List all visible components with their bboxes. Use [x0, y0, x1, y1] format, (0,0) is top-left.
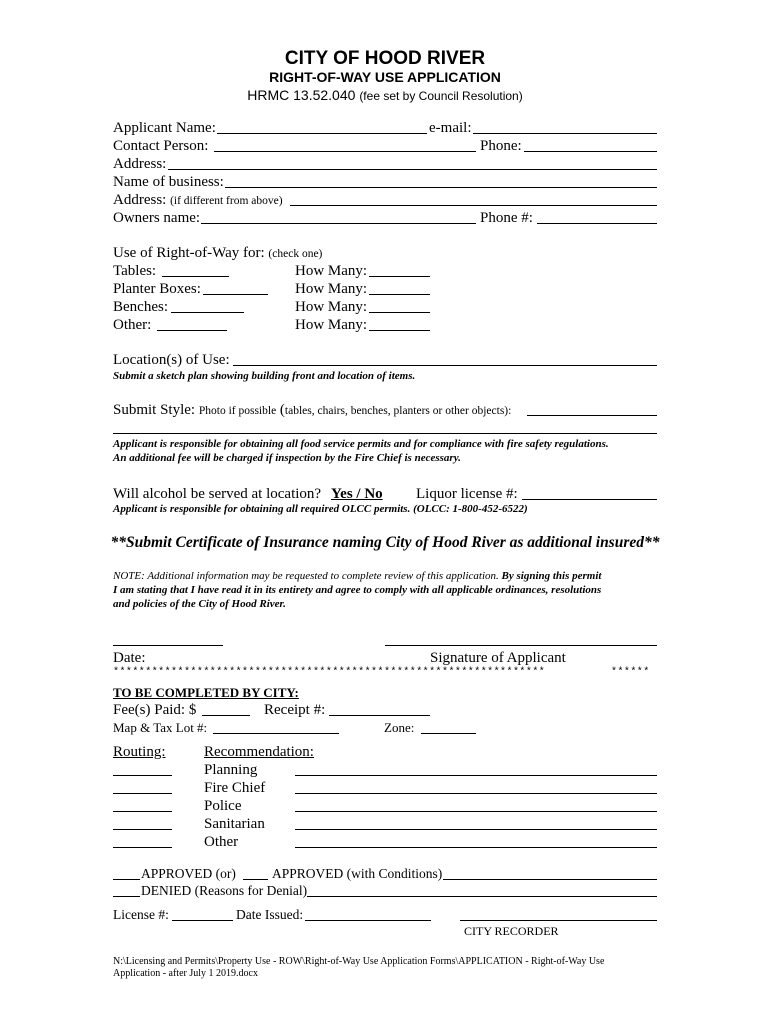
use-benches-qty-field[interactable] — [369, 312, 430, 313]
routing-fire-field[interactable] — [113, 793, 172, 794]
approved-conditions-field[interactable] — [443, 879, 657, 880]
date-field[interactable] — [113, 645, 223, 646]
business-address-label-text: Address: — [113, 192, 167, 208]
use-tables-checkbox[interactable] — [162, 276, 229, 277]
use-other-qty-field[interactable] — [369, 330, 430, 331]
business-name-field[interactable] — [225, 187, 657, 188]
submit-style-paren: ( — [279, 402, 285, 418]
city-recorder-label: CITY RECORDER — [464, 924, 559, 938]
location-note: Submit a sketch plan showing building front and location of items. — [113, 370, 416, 382]
recommendation-label: Recommendation: — [204, 744, 314, 760]
map-tax-lot-label: Map & Tax Lot #: — [113, 720, 208, 735]
liquor-license-field[interactable] — [522, 499, 657, 500]
use-tables-label: Tables: — [113, 263, 157, 279]
note-bold-text-1: By signing this permit — [501, 570, 602, 582]
business-address-label — [113, 191, 283, 210]
owners-phone-field[interactable] — [537, 223, 657, 224]
signature-field[interactable] — [385, 645, 657, 646]
olcc-notice: Applicant is responsible for obtaining all required OLCC permits. (OLCC: 1-800-452-6522) — [113, 503, 528, 515]
business-address-note: (if different from above) — [170, 195, 283, 207]
city-title: CITY OF HOOD RIVER — [284, 48, 486, 69]
file-path-line-2: Application - after July 1 2019.docx — [113, 968, 258, 979]
applicant-name-field[interactable] — [217, 133, 427, 134]
use-planter-checkbox[interactable] — [203, 294, 268, 295]
note-line-1 — [113, 569, 601, 583]
email-label: e-mail: — [429, 120, 472, 136]
use-planter-qty-label: How Many: — [295, 281, 368, 297]
fees-paid-field[interactable] — [202, 715, 250, 716]
dept-police-label: Police — [204, 798, 242, 814]
separator-stars-tail: ****** — [611, 667, 650, 678]
zone-field[interactable] — [421, 733, 476, 734]
dept-other-label: Other — [204, 834, 239, 850]
code-note: (fee set by Council Resolution) — [359, 89, 523, 103]
routing-other-field[interactable] — [113, 847, 172, 848]
fees-paid-label: Fee(s) Paid: $ — [113, 702, 197, 718]
receipt-field[interactable] — [329, 715, 430, 716]
use-other-checkbox[interactable] — [157, 330, 227, 331]
use-planter-qty-field[interactable] — [369, 294, 430, 295]
phone-field[interactable] — [524, 151, 657, 152]
submit-style-field[interactable] — [527, 415, 657, 416]
recommendation-other-field[interactable] — [295, 847, 657, 848]
location-field[interactable] — [233, 365, 657, 366]
use-benches-checkbox[interactable] — [171, 312, 244, 313]
dept-fire-label: Fire Chief — [204, 780, 266, 796]
recommendation-fire-field[interactable] — [295, 793, 657, 794]
code-number: HRMC 13.52.040 — [247, 87, 356, 103]
recommendation-sanitarian-field[interactable] — [295, 829, 657, 830]
recommendation-planning-field[interactable] — [295, 775, 657, 776]
recommendation-police-field[interactable] — [295, 811, 657, 812]
fire-inspection-notice: An additional fee will be charged if inspection by the Fire Chief is necessary. — [113, 452, 461, 464]
food-permit-notice: Applicant is responsible for obtaining all food service permits and for compliance with fire safety regulations. — [113, 438, 609, 450]
approved-conditions-label: APPROVED (with Conditions) — [272, 866, 443, 881]
date-label: Date: — [113, 650, 146, 666]
denied-reasons-field[interactable] — [307, 896, 657, 897]
map-tax-lot-field[interactable] — [213, 733, 339, 734]
submit-style-field-2[interactable] — [113, 433, 657, 434]
submit-style-note-a: Photo if possible — [198, 405, 277, 417]
dept-planning-label: Planning — [204, 762, 258, 778]
alcohol-question: Will alcohol be served at location? — [113, 486, 322, 502]
contact-person-field[interactable] — [214, 151, 476, 152]
use-other-qty-label: How Many: — [295, 317, 368, 333]
file-path-footer — [113, 956, 633, 980]
submit-style-note-c: tables, chairs, benches, planters or other objects): — [284, 405, 512, 417]
phone-label: Phone: — [480, 138, 522, 154]
signature-label: Signature of Applicant — [430, 650, 566, 666]
contact-person-label: Contact Person: — [113, 138, 209, 154]
use-heading-note: (check one) — [268, 248, 323, 260]
city-section-heading: TO BE COMPLETED BY CITY: — [113, 685, 299, 700]
alcohol-yes-no-options[interactable]: Yes / No — [331, 486, 383, 502]
approved-label: APPROVED (or) — [141, 866, 236, 881]
location-label: Location(s) of Use: — [113, 352, 230, 368]
submit-style-label-text: Submit Style: — [113, 402, 196, 418]
use-tables-qty-field[interactable] — [369, 276, 430, 277]
business-address-field[interactable] — [290, 205, 657, 206]
date-issued-field[interactable] — [305, 920, 431, 921]
license-number-field[interactable] — [172, 920, 233, 921]
address-label: Address: — [113, 156, 167, 172]
use-tables-qty-label: How Many: — [295, 263, 368, 279]
denied-check-field[interactable] — [113, 896, 140, 897]
routing-police-field[interactable] — [113, 811, 172, 812]
business-name-label: Name of business: — [113, 174, 224, 190]
license-number-label: License #: — [113, 907, 169, 922]
code-reference — [0, 87, 770, 103]
dept-sanitarian-label: Sanitarian — [204, 816, 265, 832]
owners-phone-label: Phone #: — [480, 210, 533, 226]
use-heading-text: Use of Right-of-Way for: — [113, 245, 265, 261]
routing-label: Routing: — [113, 744, 166, 760]
zone-label: Zone: — [384, 720, 415, 735]
use-benches-qty-label: How Many: — [295, 299, 368, 315]
submit-style-label — [113, 401, 511, 420]
city-recorder-signature-field[interactable] — [460, 920, 657, 921]
file-path-line-1: N:\Licensing and Permits\Property Use - ROW\Right-of-Way Use Application Forms\APPLICATION - Right-of-Way Use — [113, 956, 605, 967]
applicant-name-label: Applicant Name: — [113, 120, 216, 136]
owners-name-field[interactable] — [201, 223, 476, 224]
note-line-2: I am stating that I have read it in its entirety and agree to comply with all applicable ordinances, resolutions — [113, 584, 602, 596]
note-line-3: and policies of the City of Hood River. — [113, 598, 286, 610]
address-field[interactable] — [168, 169, 657, 170]
denied-label: DENIED (Reasons for Denial) — [141, 883, 308, 898]
use-benches-label: Benches: — [113, 299, 168, 315]
approved-check-field[interactable] — [113, 879, 140, 880]
routing-planning-field[interactable] — [113, 775, 172, 776]
owners-name-label: Owners name: — [113, 210, 201, 226]
use-heading — [113, 244, 322, 263]
liquor-license-label: Liquor license #: — [416, 486, 518, 502]
approved-conditions-check-field[interactable] — [243, 879, 268, 880]
note-text: NOTE: Additional information may be requested to complete review of this application. — [113, 570, 502, 582]
date-issued-label: Date Issued: — [236, 907, 304, 922]
form-title: RIGHT-OF-WAY USE APPLICATION — [269, 69, 501, 85]
use-planter-label: Planter Boxes: — [113, 281, 201, 297]
separator-stars: ******************************************************************* — [113, 667, 546, 678]
use-other-label: Other: — [113, 317, 152, 333]
receipt-label: Receipt #: — [264, 702, 326, 718]
insurance-requirement: **Submit Certificate of Insurance naming City of Hood River as additional insured** — [110, 534, 660, 551]
email-field[interactable] — [473, 133, 657, 134]
routing-sanitarian-field[interactable] — [113, 829, 172, 830]
